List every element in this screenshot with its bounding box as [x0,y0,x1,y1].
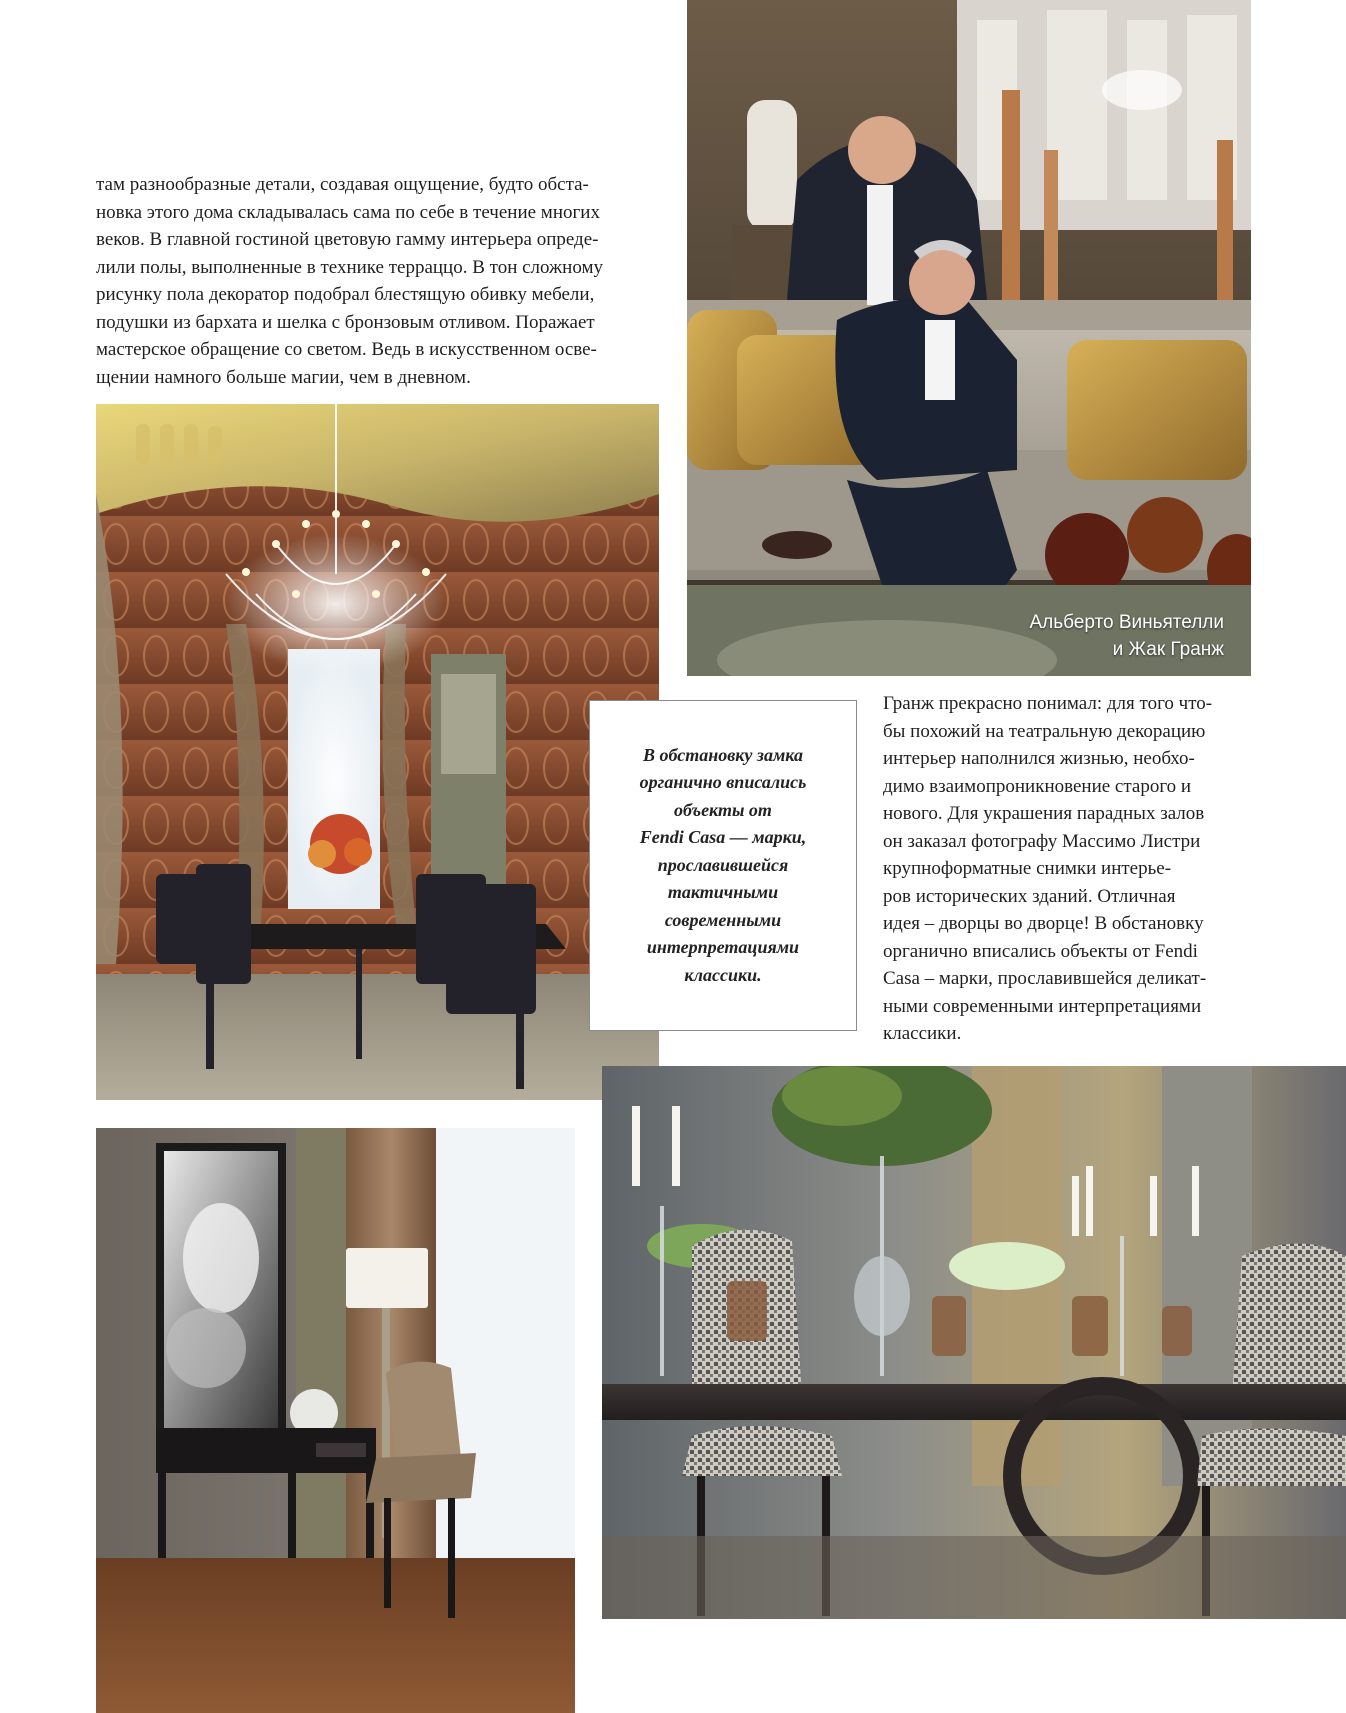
text-line: бы похожий на театральную декорацию [883,720,1206,742]
text-line: щении намного больше магии, чем в дневном. [96,366,471,388]
text-line: классики. [883,1023,962,1044]
pull-quote-box [589,700,857,1031]
pull-quote-text [640,742,807,990]
pull-quote-line: классики. [684,964,762,985]
text-line: подушки из бархата и шелка с бронзовым отливом. Поражает [96,311,595,333]
dining-table-candelabra-photo [602,1066,1346,1619]
text-line: крупноформатные снимки интерье- [883,858,1172,879]
pull-quote-line: прославившейся [657,854,789,875]
pull-quote-line: современными [664,909,782,930]
caption-line: и Жак Гранж [1112,639,1224,660]
pull-quote-line: Fendi Casa — марки, [639,827,807,848]
text-line: мастерское обращение со светом. Ведь в искусственном осве- [96,339,597,360]
console-portrait-photo [96,1128,575,1713]
dining-table-candelabra-illustration [602,1066,1346,1619]
text-line: идея – дворцы во дворце! В обстановку [883,913,1204,934]
text-line: новка этого дома складывалась сама по себе в течение многих [96,201,600,223]
article-column-right [883,690,1253,1048]
text-line: интерьер наполнился жизнью, необхо- [883,748,1195,769]
dining-room-chandelier-photo [96,404,659,1100]
text-line: лили полы, выполненные в технике терраццо. В тон сложному [96,256,604,278]
pull-quote-line: органично вписались [639,772,807,793]
text-line: Casa – марки, прославившейся деликат- [883,968,1207,989]
pull-quote-line: В обстановку замка [643,744,803,765]
text-line: нового. Для украшения парадных залов [883,803,1205,824]
portrait-owners-photo [687,0,1251,676]
caption-line: Альберто Виньятелли [1029,612,1224,633]
text-line: он заказал фотографу Массимо Листри [883,830,1201,852]
pull-quote-line: интерпретациями [646,937,800,958]
text-line: димо взаимопроникновение старого и [883,775,1192,797]
pull-quote-line: объекты от [674,799,772,820]
text-line: ными современными интерпретациями [883,995,1202,1017]
text-line: ров исторических зданий. Отличная [883,885,1176,907]
text-line: Гранж прекрасно понимал: для того что- [883,693,1213,714]
portrait-owners-illustration [687,0,1251,676]
text-line: веков. В главной гостиной цветовую гамму интерьера опреде- [96,229,599,250]
text-line: там разнообразные детали, создавая ощущение, будто обста- [96,174,589,195]
article-column-top [96,171,656,391]
text-line: рисунку пола декоратор подобрал блестящую обивку мебели, [96,284,595,305]
pull-quote-line: тактичными [667,882,779,903]
console-portrait-illustration [96,1128,575,1713]
text-line: органично вписались объекты от Fendi [883,940,1198,962]
dining-room-chandelier-illustration [96,404,659,1100]
photo-caption [1029,609,1224,663]
